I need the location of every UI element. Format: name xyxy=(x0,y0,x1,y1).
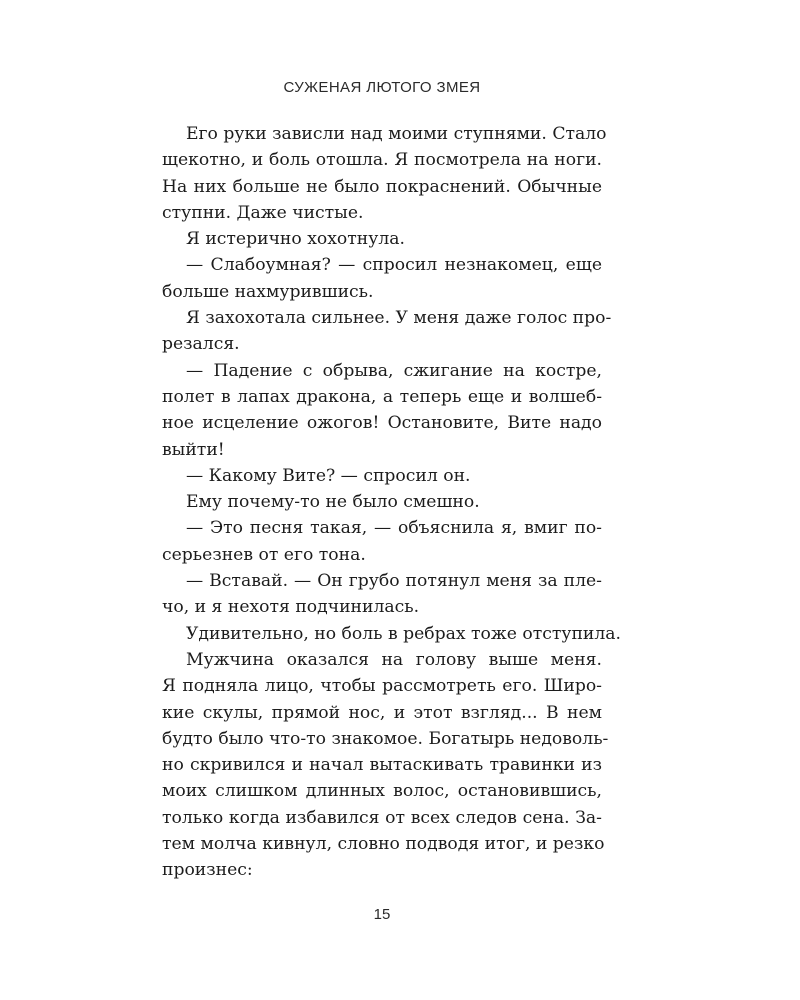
text-line: кие скулы, прямой нос, и этот взгляд... В нем xyxy=(162,702,602,723)
text-line: Ему почему-то не было смешно. xyxy=(186,492,480,513)
text-line: резался. xyxy=(162,334,240,355)
text-line: — Это песня такая, — объяснила я, вмиг по- xyxy=(186,518,602,539)
text-line: ное исцеление ожогов! Остановите, Вите надо xyxy=(162,413,602,434)
text-line: Я захохотала сильнее. У меня даже голос про- xyxy=(186,308,612,329)
text-line: Мужчина оказался на голову выше меня. xyxy=(186,649,602,670)
text-line: чо, и я нехотя подчинилась. xyxy=(162,597,420,618)
page-number: 15 xyxy=(373,906,391,923)
text-line: — Слабоумная? — спросил незнакомец, еще xyxy=(186,255,602,276)
text-line: серьезнев от его тона. xyxy=(162,544,366,565)
text-line: щекотно, и боль отошла. Я посмотрела на ноги. xyxy=(162,150,602,171)
text-line: но скривился и начал вытаскивать травинки из xyxy=(162,755,602,776)
text-line: ступни. Даже чистые. xyxy=(162,202,364,223)
text-line: моих слишком длинных волос, остановившись, xyxy=(162,781,602,802)
text-line: выйти! xyxy=(162,439,225,460)
text-line: Я истерично хохотнула. xyxy=(186,229,405,250)
text-line: Удивительно, но боль в ребрах тоже отступила. xyxy=(186,623,621,644)
text-line: Я подняла лицо, чтобы рассмотреть его. Широ- xyxy=(162,676,602,697)
text-line: — Вставай. — Он грубо потянул меня за пле- xyxy=(186,571,602,592)
text-line: больше нахмурившись. xyxy=(162,281,374,302)
text-line: — Падение с обрыва, сжигание на костре, xyxy=(186,360,602,381)
text-line: произнес: xyxy=(162,860,253,881)
text-line: На них больше не было покраснений. Обычные xyxy=(162,176,602,197)
text-line: только когда избавился от всех следов сена. За- xyxy=(162,807,602,828)
text-line: будто было что-то знакомое. Богатырь недоволь- xyxy=(162,728,609,749)
text-line: — Какому Вите? — спросил он. xyxy=(186,465,471,486)
text-line: Его руки зависли над моими ступнями. Стало xyxy=(186,124,607,144)
text-line: полет в лапах дракона, а теперь еще и волшеб- xyxy=(162,386,602,407)
body-text xyxy=(162,121,621,884)
text-line: тем молча кивнул, словно подводя итог, и резко xyxy=(162,834,605,855)
running-title: СУЖЕНАЯ ЛЮТОГО ЗМЕЯ xyxy=(283,79,481,96)
